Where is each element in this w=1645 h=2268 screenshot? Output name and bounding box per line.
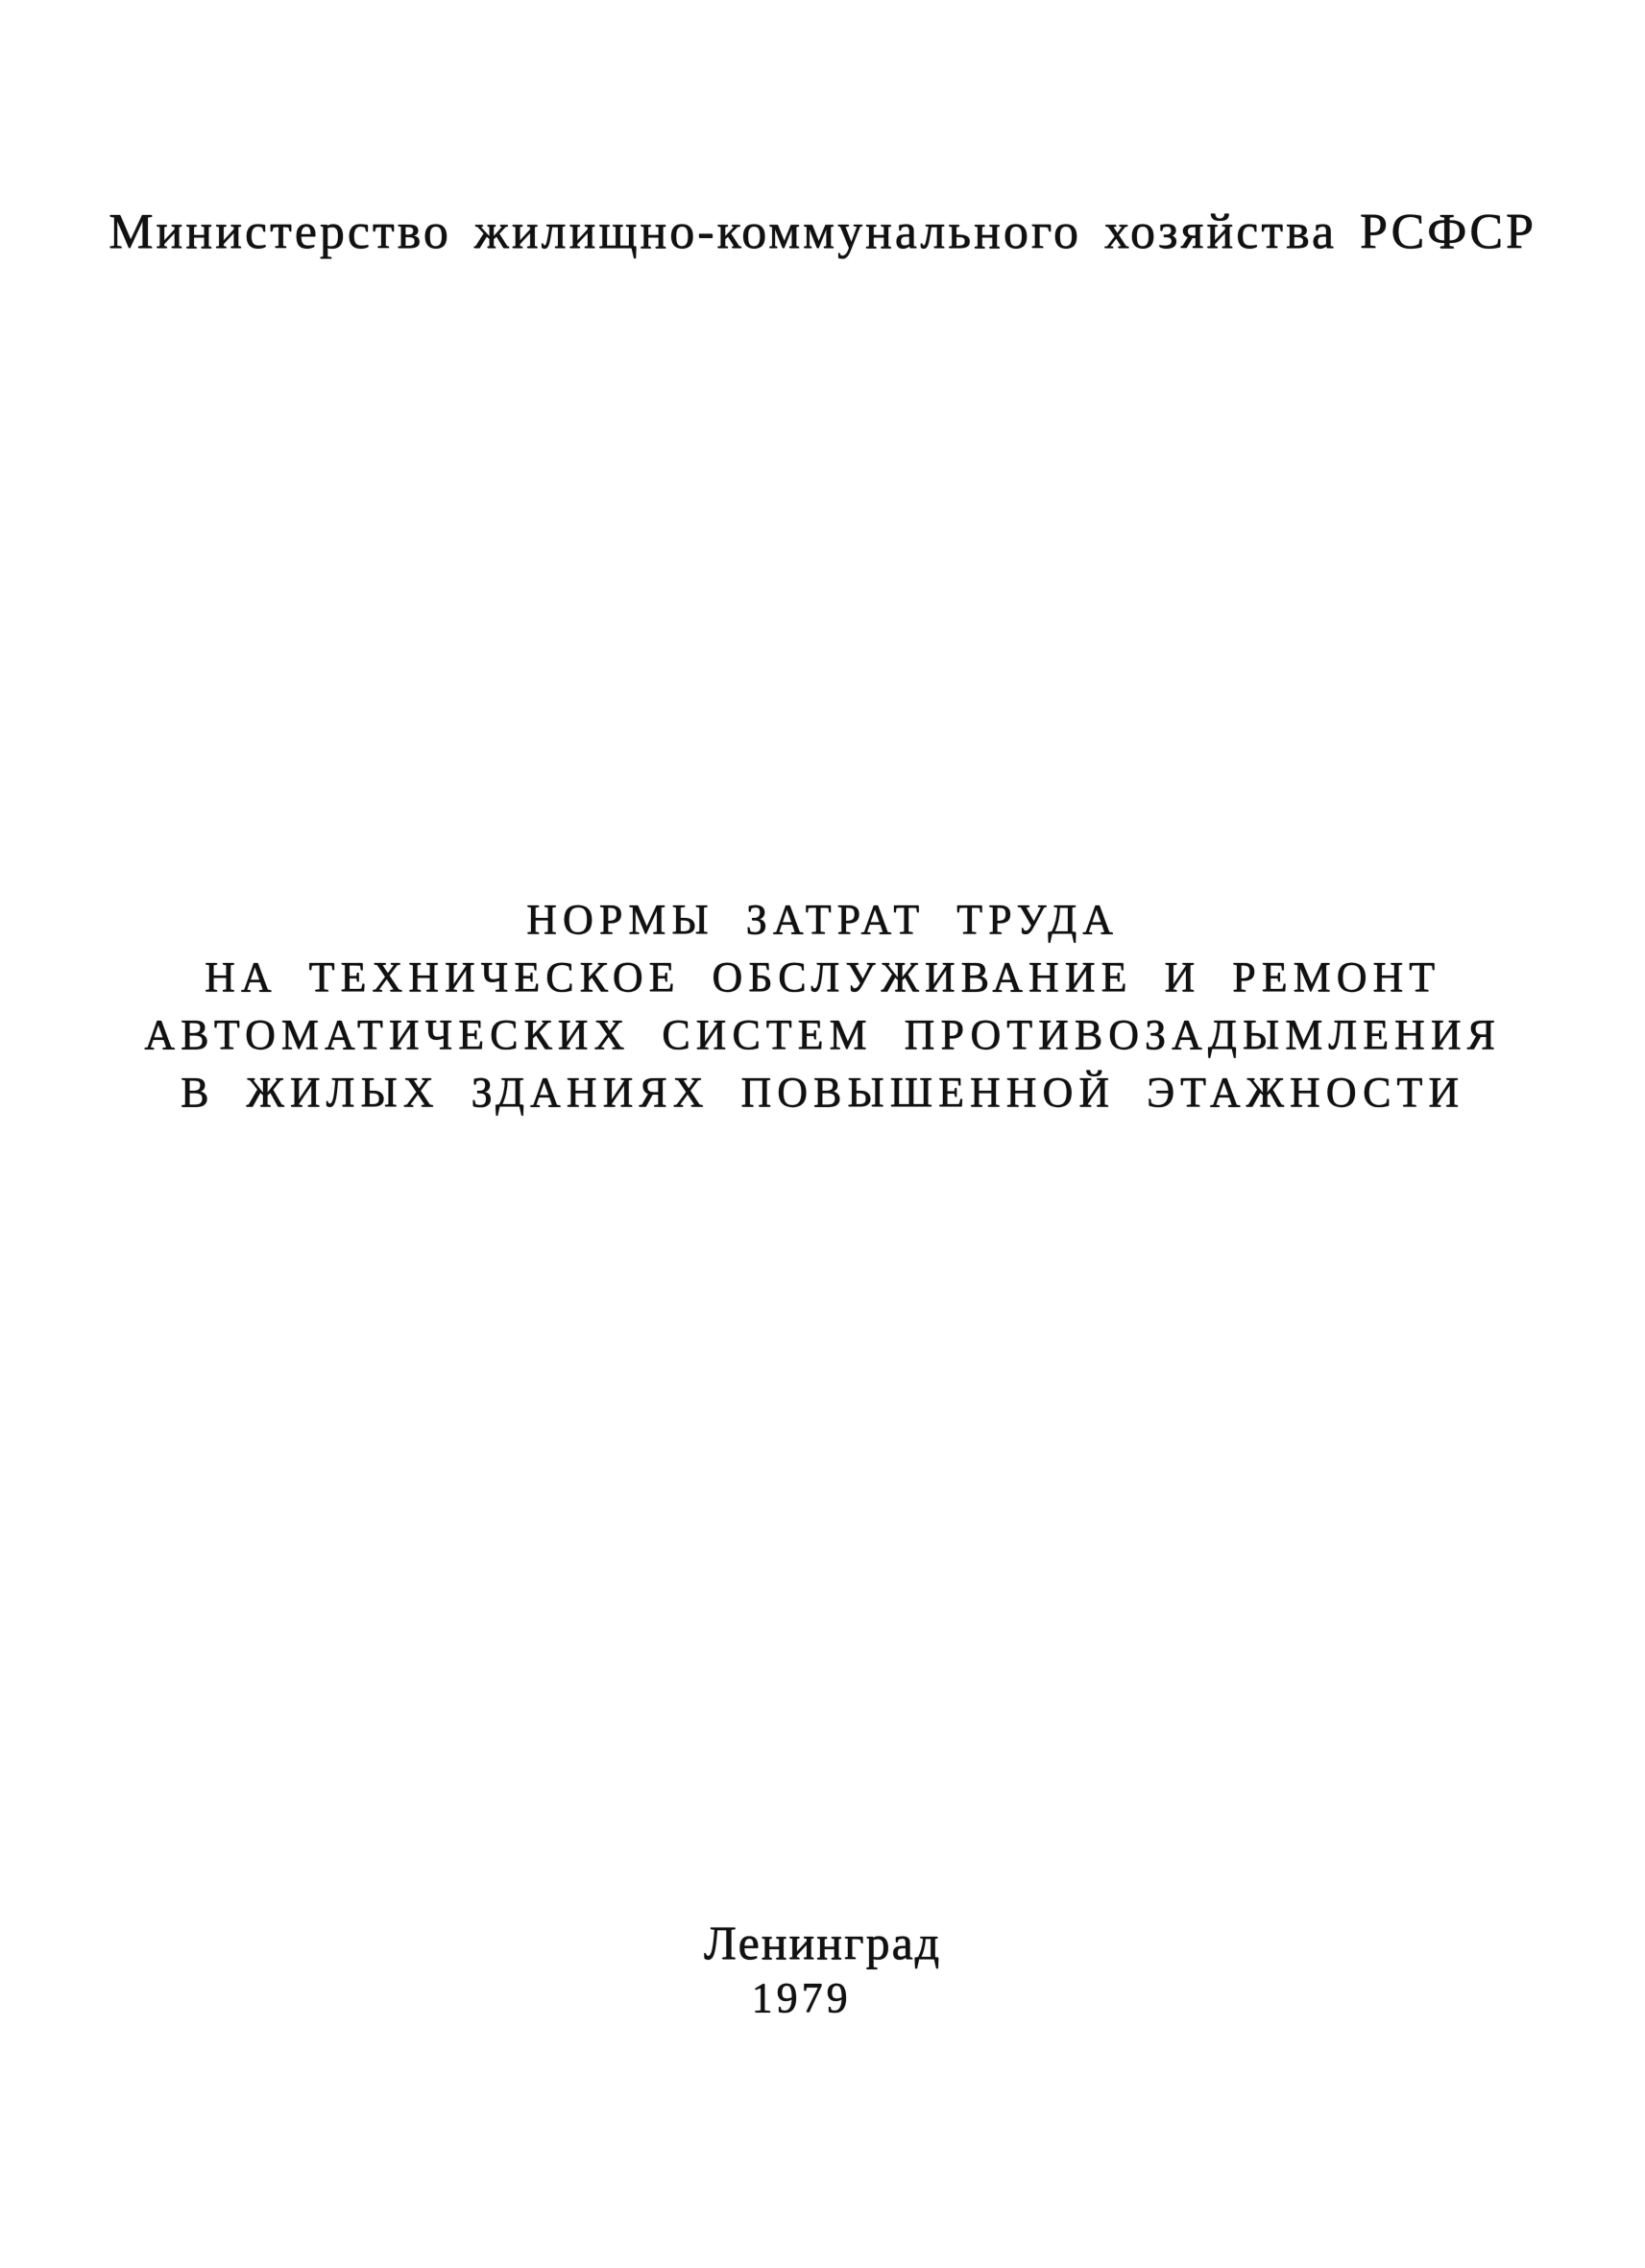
title-line-4: В ЖИЛЫХ ЗДАНИЯХ ПОВЫШЕННОЙ ЭТАЖНОСТИ [180,1069,1464,1116]
title-line-3: АВТОМАТИЧЕСКИХ СИСТЕМ ПРОТИВОЗАДЫМЛЕНИЯ [144,1011,1501,1058]
ministry-header: Министерство жилищно-коммунального хозяйства РСФСР [109,205,1536,259]
publication-year: 1979 [751,1974,852,2021]
imprint-block [0,1917,1645,2022]
document-title-block [0,891,1645,1122]
publication-city: Ленинград [703,1916,942,1969]
title-line-2: НА ТЕХНИЧЕСКОЕ ОБСЛУЖИВАНИЕ И РЕМОНТ [205,953,1440,1001]
title-line-1: НОРМЫ ЗАТРАТ ТРУДА [526,896,1119,943]
